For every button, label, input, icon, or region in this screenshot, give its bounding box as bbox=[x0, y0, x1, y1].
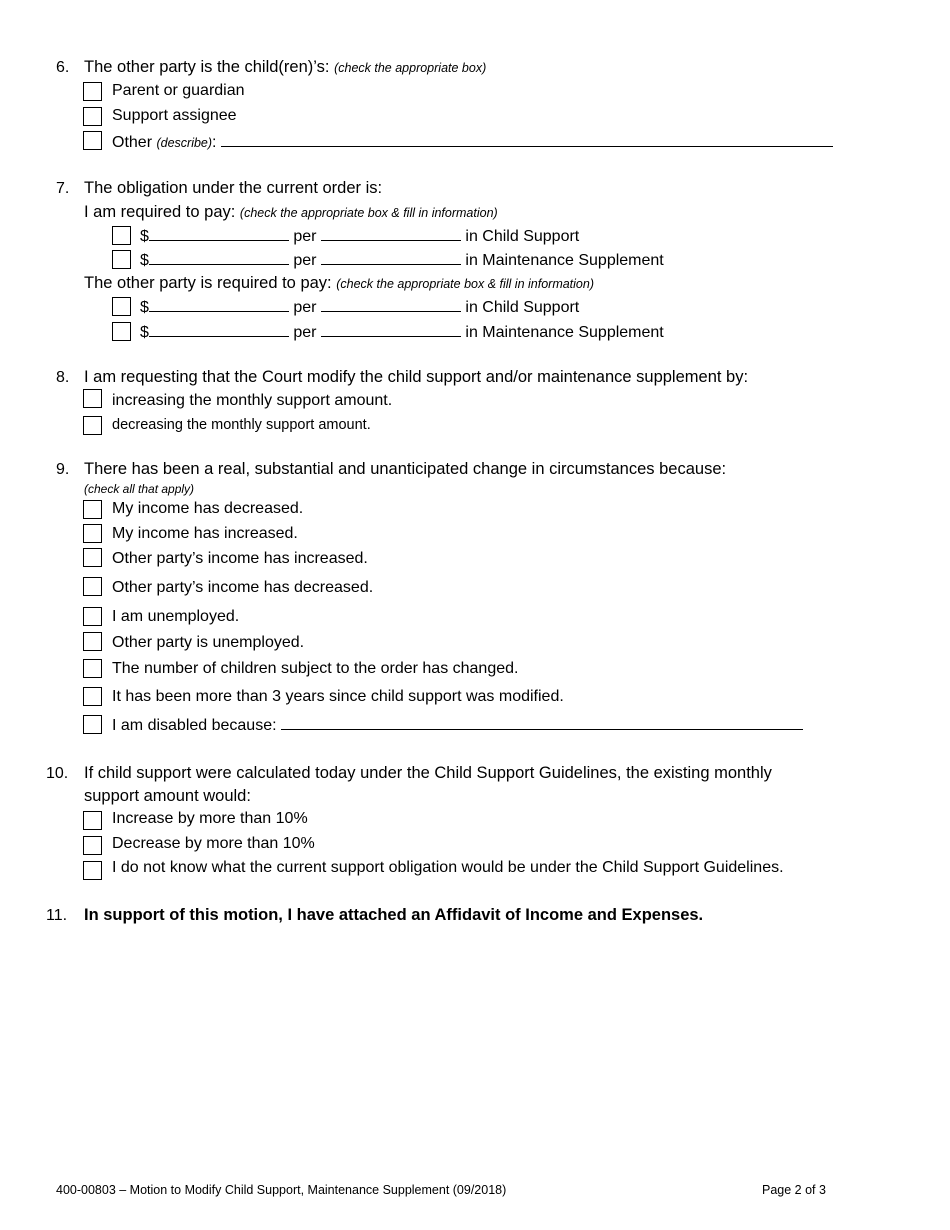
q11-text: In support of this motion, I have attached an Affidavit of Income and Expenses. bbox=[84, 906, 704, 924]
footer-form-id: 400-00803 – Motion to Modify Child Support, Maintenance Supplement (09/2018) bbox=[56, 1183, 507, 1197]
q9-option-other-unemployed: Other party is unemployed. bbox=[112, 634, 305, 651]
q9-option-my-income-increased: My income has increased. bbox=[112, 525, 298, 542]
q7-other-child-support-checkbox[interactable] bbox=[112, 297, 131, 316]
q8-text: I am requesting that the Court modify the child support and/or maintenance supplement by: bbox=[84, 368, 749, 386]
q8-option-decrease: decreasing the monthly support amount. bbox=[112, 417, 371, 433]
q6-hint: (check the appropriate box) bbox=[334, 61, 487, 75]
q7-other-cs-period-field[interactable] bbox=[321, 297, 461, 312]
q10-text-line1: If child support were calculated today under the Child Support Guidelines, the existing monthly bbox=[84, 764, 772, 782]
q10-option-increase: Increase by more than 10% bbox=[112, 810, 308, 827]
q9-checkbox-other-income-increased[interactable] bbox=[83, 548, 102, 567]
q7-me-cs-amount-field[interactable] bbox=[149, 226, 289, 241]
q6-other-describe-field[interactable] bbox=[221, 132, 833, 147]
q7-other-label: The other party is required to pay: (check the appropriate box & fill in information) bbox=[84, 274, 594, 292]
q9-checkbox-disabled[interactable] bbox=[83, 715, 102, 734]
q7-other-child-support-row: $ per in Child Support bbox=[140, 299, 580, 316]
q11-number: 11. bbox=[46, 907, 68, 924]
q6-option-assignee: Support assignee bbox=[112, 107, 237, 124]
q10-number: 10. bbox=[46, 765, 69, 782]
q7-me-maint-checkbox[interactable] bbox=[112, 250, 131, 269]
q8-checkbox-increase[interactable] bbox=[83, 389, 102, 408]
q9-checkbox-other-income-decreased[interactable] bbox=[83, 577, 102, 596]
q7-other-ms-amount-field[interactable] bbox=[149, 322, 289, 337]
q9-option-i-unemployed: I am unemployed. bbox=[112, 608, 240, 625]
q6-option-parent: Parent or guardian bbox=[112, 82, 245, 99]
q9-option-disabled: I am disabled because: bbox=[112, 715, 803, 735]
q9-disabled-reason-field[interactable] bbox=[281, 715, 803, 730]
q10-checkbox-decrease[interactable] bbox=[83, 836, 102, 855]
q7-me-ms-period-field[interactable] bbox=[321, 250, 461, 265]
q9-option-other-income-increased: Other party’s income has increased. bbox=[112, 550, 368, 567]
q9-option-my-income-decreased: My income has decreased. bbox=[112, 500, 304, 517]
q8-option-increase: increasing the monthly support amount. bbox=[112, 392, 393, 409]
q9-checkbox-my-income-decreased[interactable] bbox=[83, 500, 102, 519]
q9-hint: (check all that apply) bbox=[84, 482, 195, 496]
q7-other-ms-period-field[interactable] bbox=[321, 322, 461, 337]
q7-other-cs-amount-field[interactable] bbox=[149, 297, 289, 312]
q9-option-children-changed: The number of children subject to the order has changed. bbox=[112, 660, 519, 677]
q7-other-maint-checkbox[interactable] bbox=[112, 322, 131, 341]
q7-me-cs-period-field[interactable] bbox=[321, 226, 461, 241]
q7-me-child-support-checkbox[interactable] bbox=[112, 226, 131, 245]
q7-me-child-support-row: $ per in Child Support bbox=[140, 228, 580, 245]
q9-option-three-years: It has been more than 3 years since child support was modified. bbox=[112, 688, 564, 705]
q10-checkbox-unknown[interactable] bbox=[83, 861, 102, 880]
q6-checkbox-assignee[interactable] bbox=[83, 107, 102, 126]
q7-number: 7. bbox=[56, 180, 70, 197]
q6-checkbox-parent[interactable] bbox=[83, 82, 102, 101]
q10-checkbox-increase[interactable] bbox=[83, 811, 102, 830]
q7-me-ms-amount-field[interactable] bbox=[149, 250, 289, 265]
q6-text: The other party is the child(ren)’s: (check the appropriate box) bbox=[84, 58, 487, 76]
q9-checkbox-three-years[interactable] bbox=[83, 687, 102, 706]
q7-other-maint-row: $ per in Maintenance Supplement bbox=[140, 324, 664, 341]
q8-checkbox-decrease[interactable] bbox=[83, 416, 102, 435]
q9-text: There has been a real, substantial and unanticipated change in circumstances because: bbox=[84, 460, 727, 478]
q6-option-other: Other (describe): bbox=[112, 132, 833, 152]
footer-page-number: Page 2 of 3 bbox=[762, 1183, 826, 1197]
q7-text: The obligation under the current order is: bbox=[84, 179, 383, 197]
q9-checkbox-i-unemployed[interactable] bbox=[83, 607, 102, 626]
q7-me-maint-row: $ per in Maintenance Supplement bbox=[140, 252, 664, 269]
q9-option-other-income-decreased: Other party’s income has decreased. bbox=[112, 579, 374, 596]
q8-number: 8. bbox=[56, 369, 70, 386]
q6-checkbox-other[interactable] bbox=[83, 131, 102, 150]
q9-checkbox-my-income-increased[interactable] bbox=[83, 524, 102, 543]
q7-me-label: I am required to pay: (check the appropriate box & fill in information) bbox=[84, 203, 498, 221]
q9-checkbox-other-unemployed[interactable] bbox=[83, 632, 102, 651]
q10-option-unknown: I do not know what the current support obligation would be under the Child Support Guidelines. bbox=[112, 859, 784, 876]
q6-number: 6. bbox=[56, 59, 70, 76]
q10-option-decrease: Decrease by more than 10% bbox=[112, 835, 315, 852]
q9-checkbox-children-changed[interactable] bbox=[83, 659, 102, 678]
q9-number: 9. bbox=[56, 461, 70, 478]
q10-text-line2: support amount would: bbox=[84, 787, 251, 805]
